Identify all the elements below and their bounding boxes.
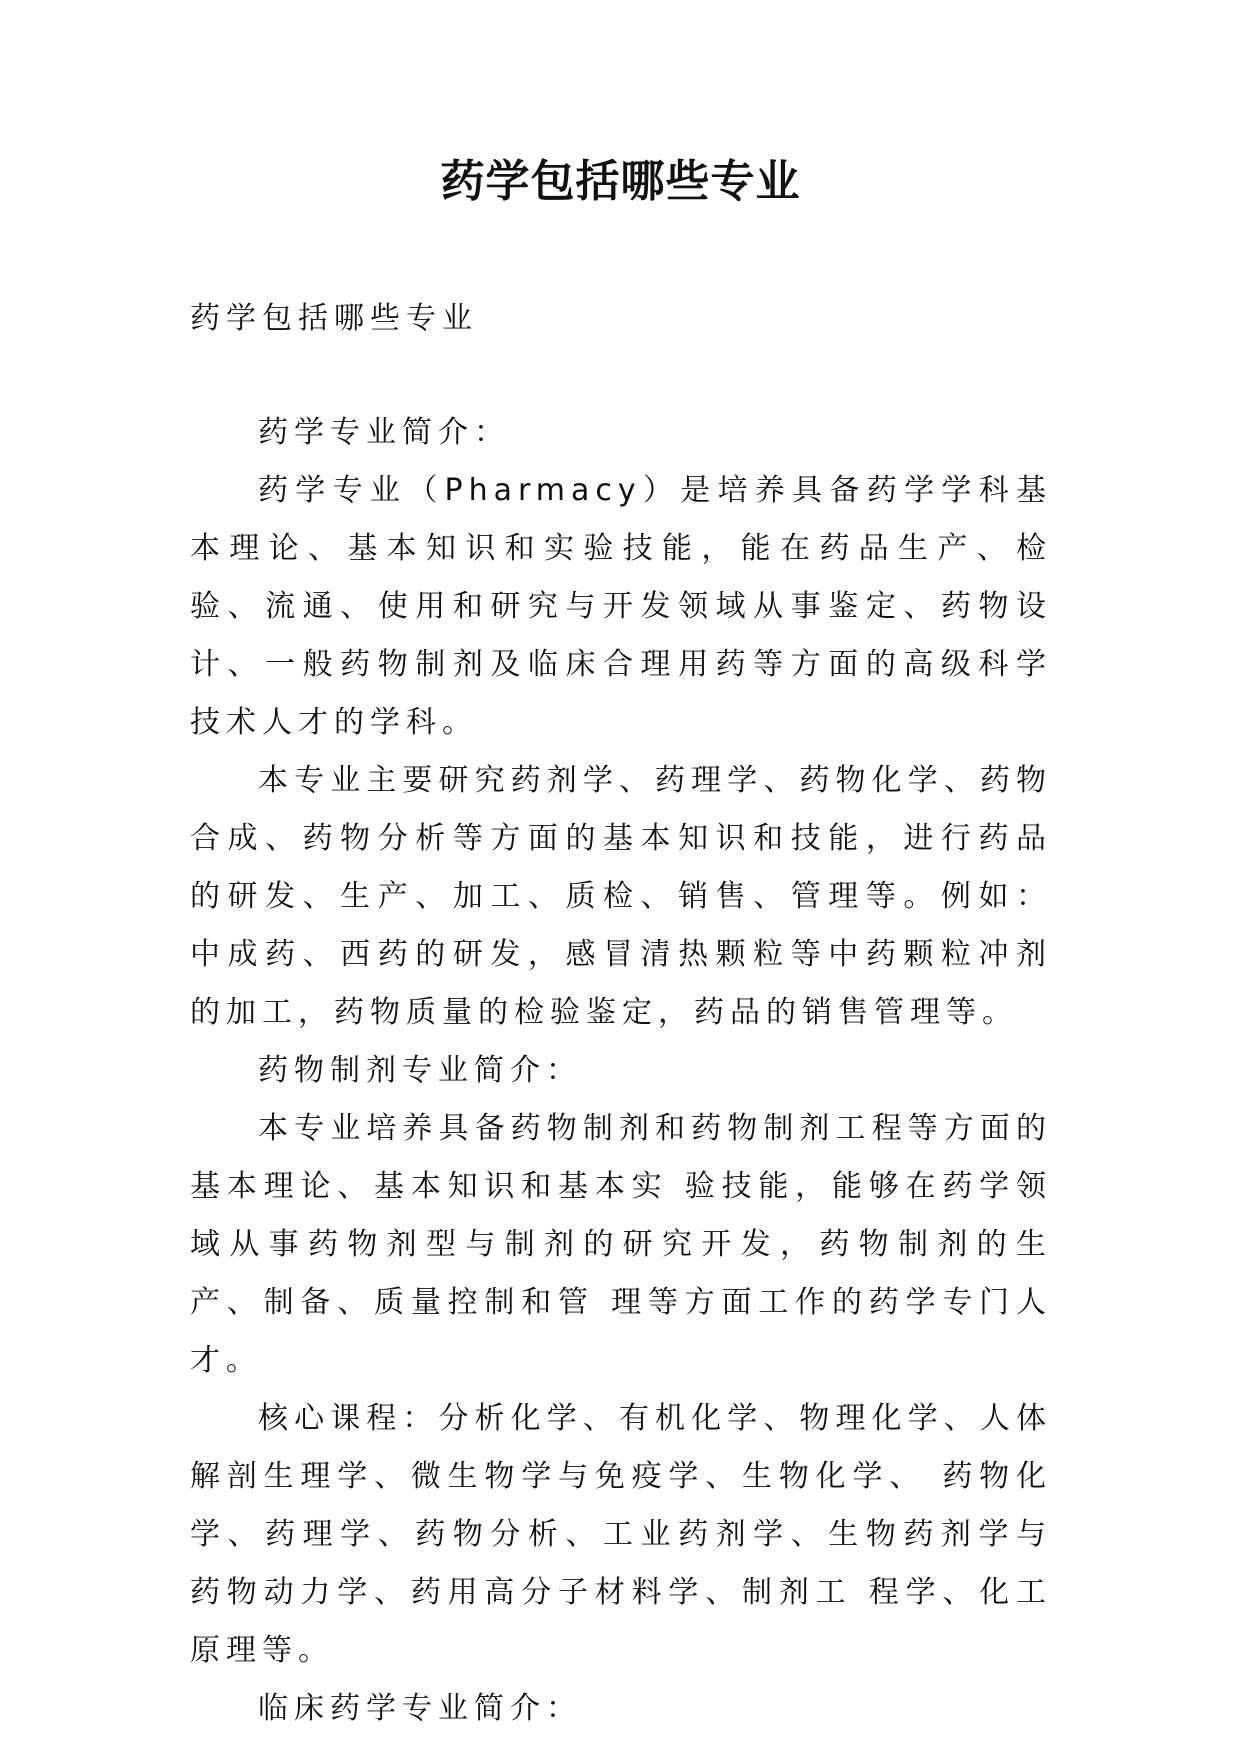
document-subtitle: 药学包括哪些专业 <box>190 301 478 336</box>
document-title: 药学包括哪些专业 <box>440 156 801 207</box>
paragraph-clinical-heading: 临床药学专业简介： <box>258 1691 582 1726</box>
document-body <box>190 404 1052 1738</box>
paragraph-formulation-heading: 药物制剂专业简介： <box>258 1053 582 1088</box>
paragraph-pharmacy-heading: 药学专业简介： <box>258 415 510 450</box>
paragraph-formulation-intro: 本专业培养具备药物制剂和药物制剂工程等方面的基本理论、基本知识和基本实 验技能，能够在药学领域从事药物剂型与制剂的研究开发，药物制剂的生产、制备、质量控制和管 理等方面工作的药学专门人才。 <box>190 1111 1052 1378</box>
paragraph-core-courses: 核心课程：分析化学、有机化学、物理化学、人体解剖生理学、微生物学与免疫学、生物化学、 药物化学、药理学、药物分析、工业药剂学、生物药剂学与药物动力学、药用高分子材料学、制剂工 程学、化工原理等。 <box>190 1401 1052 1668</box>
paragraph-pharmacy-research: 本专业主要研究药剂学、药理学、药物化学、药物合成、药物分析等方面的基本知识和技能，进行药品的研发、生产、加工、质检、销售、管理等。例如：中成药、西药的研发，感冒清热颗粒等中药颗粒冲剂的加工，药物质量的检验鉴定，药品的销售管理等。 <box>190 763 1052 1030</box>
paragraph-pharmacy-intro: 药学专业（Pharmacy）是培养具备药学学科基本理论、基本知识和实验技能，能在药品生产、检验、流通、使用和研究与开发领域从事鉴定、药物设计、一般药物制剂及临床合理用药等方面的高级科学技术人才的学科。 <box>190 473 1052 740</box>
